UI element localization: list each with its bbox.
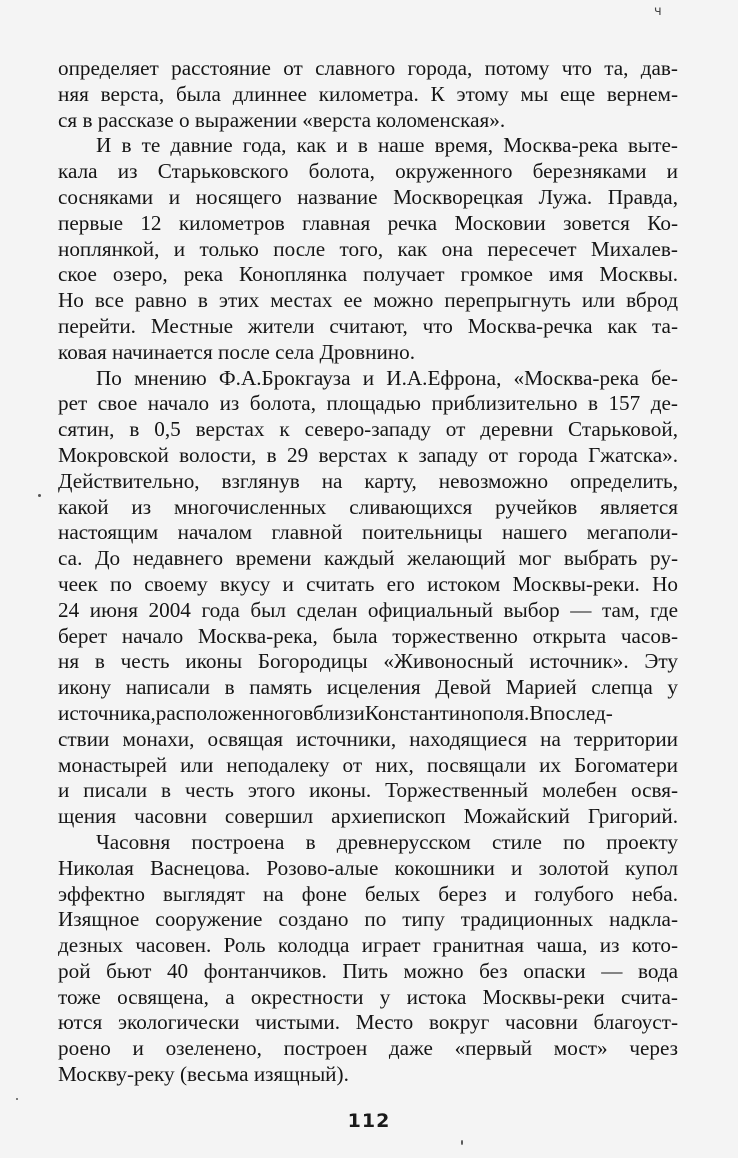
text-line: сосняками и носящего название Москворецкая Лужа. Правда, bbox=[58, 184, 678, 209]
text-line: са. До недавнего времени каждый желающий мог выбрать ру- bbox=[58, 546, 678, 571]
body-text bbox=[58, 56, 678, 1088]
paragraph-4 bbox=[58, 830, 678, 1088]
text-line: 24 июня 2004 года был сделан официальный выбор — там, где bbox=[58, 597, 678, 622]
scan-speck bbox=[38, 494, 41, 497]
text-line: и писали в честь этого иконы. Торжественный молебен освя- bbox=[58, 778, 678, 803]
text-line: ское озеро, река Коноплянка получает громкое имя Москвы. bbox=[58, 262, 678, 287]
text-line: сятин, в 0,5 верстах к северо-западу от деревни Старьковой, bbox=[58, 417, 678, 442]
text-line: Изящное сооружение создано по типу традиционных надкла- bbox=[58, 907, 678, 932]
text-line: рой бьют 40 фонтанчиков. Пить можно без опаски — вода bbox=[58, 958, 678, 983]
text-line: эффектно выглядят на фоне белых берез и голубого неба. bbox=[58, 881, 678, 906]
paragraph-3 bbox=[58, 366, 678, 830]
text-line: перейти. Местные жители считают, что Москва-речка как та- bbox=[58, 313, 678, 338]
text-line: ковая начинается после села Дровнино. bbox=[58, 339, 416, 364]
text-line: ствии монахи, освящая источники, находящиеся на территории bbox=[58, 726, 678, 751]
text-line: ня в честь иконы Богородицы «Живоносный источник». Эту bbox=[58, 649, 678, 674]
text-line: дезных часовен. Роль колодца играет гранитная чаша, из кото- bbox=[58, 933, 678, 958]
text-line: Николая Васнецова. Розово-алые кокошники и золотой купол bbox=[58, 855, 678, 880]
text-line: кала из Старьковского болота, окруженного березняками и bbox=[58, 159, 678, 184]
paragraph-2 bbox=[58, 133, 678, 365]
text-line: источника,расположенноговблизиКонстантинополя.Впослед- bbox=[58, 700, 613, 725]
text-line: Часовня построена в древнерусском стиле по проекту bbox=[96, 829, 678, 854]
text-line: щения часовни совершил архиепископ Можайский Григорий. bbox=[58, 804, 678, 829]
text-line: икону написали в память исцеления Девой Марией слепца у bbox=[58, 675, 678, 700]
text-line: ся в рассказе о выражении «верста коломенская». bbox=[58, 107, 506, 132]
scan-speck bbox=[461, 1140, 463, 1145]
text-line: И в те давние года, как и в наше время, Москва-река выте- bbox=[96, 133, 678, 158]
text-line: монастырей или неподалеку от них, посвящали их Богоматери bbox=[58, 752, 678, 777]
text-line: рет свое начало из болота, площадью приблизительно в 157 де- bbox=[58, 391, 678, 416]
paragraph-1 bbox=[58, 56, 678, 133]
text-line: первые 12 километров главная речка Московии зовется Ко- bbox=[58, 210, 678, 235]
text-line: По мнению Ф.А.Брокгауза и И.А.Ефрона, «Москва-река бе- bbox=[96, 365, 678, 390]
page-number: 112 bbox=[347, 1110, 391, 1132]
text-line: чеек по своему вкусу и считать его истоком Москвы-реки. Но bbox=[58, 571, 678, 596]
corner-scan-mark: ч bbox=[654, 4, 662, 19]
text-line: Действительно, взглянув на карту, невозможно определить, bbox=[58, 468, 678, 493]
text-line: ются экологически чистыми. Место вокруг часовни благоуст- bbox=[58, 1010, 678, 1035]
scan-speck bbox=[16, 1098, 18, 1100]
text-line: настоящим началом главной поительницы нашего мегаполи- bbox=[58, 520, 678, 545]
text-line: Но все равно в этих местах ее можно перепрыгнуть или вброд bbox=[58, 288, 678, 313]
text-line: Мокровской волости, в 29 верстах к западу от города Гжатска». bbox=[58, 442, 678, 467]
text-line: ноплянкой, и только после того, как она пересечет Михалев- bbox=[58, 236, 678, 261]
text-line: роено и озеленено, построен даже «первый мост» через bbox=[58, 1036, 678, 1061]
text-line: Москву-реку (весьма изящный). bbox=[58, 1062, 349, 1087]
text-line: няя верста, была длиннее километра. К этому мы еще вернем- bbox=[58, 81, 678, 106]
text-line: тоже освящена, а окрестности у истока Москвы-реки счита- bbox=[58, 984, 678, 1009]
text-line: определяет расстояние от славного города, потому что та, дав- bbox=[58, 56, 678, 80]
text-line: берет начало Москва-река, была торжественно открыта часов- bbox=[58, 623, 678, 648]
text-line: какой из многочисленных сливающихся ручейков является bbox=[58, 494, 678, 519]
